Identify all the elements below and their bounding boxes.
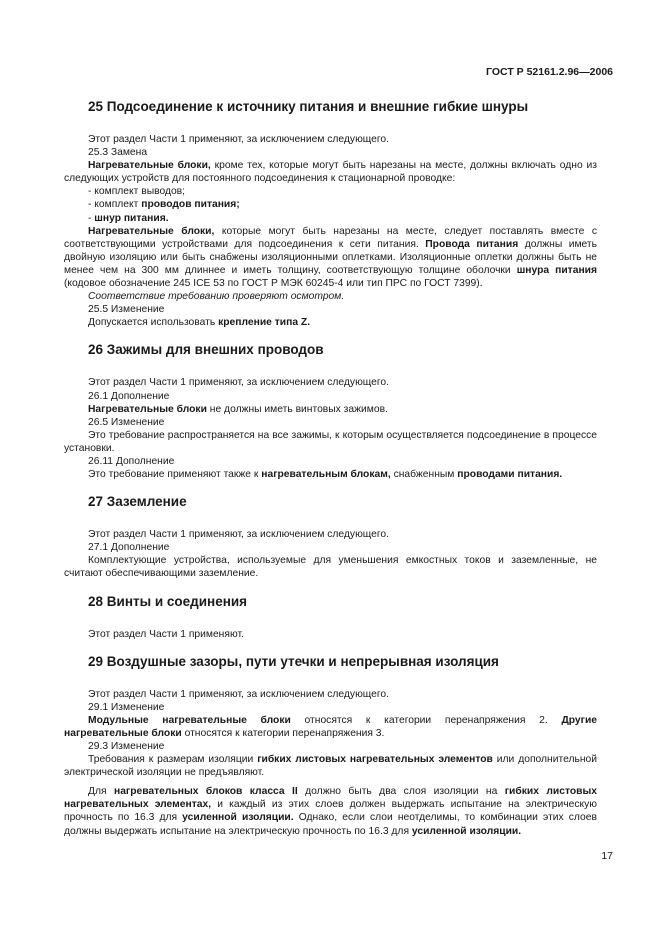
clause-number: 26.1 Дополнение [88, 390, 170, 402]
paragraph: Этот раздел Части 1 применяют, за исключением следующего. [88, 134, 390, 145]
list-item: - комплект проводов питания; [88, 199, 240, 211]
paragraph: Этот раздел Части 1 применяют, за исключением следующего. [88, 377, 390, 389]
clause-number: 25.3 Замена [88, 147, 148, 159]
clause-number: 29.3 Изменение [88, 741, 165, 752]
document-body [64, 86, 597, 838]
section-28-title: 28 Винты и соединения [88, 593, 248, 609]
paragraph: Этот раздел Части 1 применяют, за исключением следующего. [88, 688, 390, 700]
paragraph: Допускается использовать крепление типа Z. [88, 317, 311, 329]
list-item: - шнур питания. [88, 212, 169, 224]
paragraph: Модульные нагревательные блоки относятся к категории перенапряжения 2. Другие нагревательные блоки относятся к категории перенапряжения 3. [64, 714, 597, 739]
paragraph: Комплектующие устройства, используемые для уменьшения емкостных токов и заземленные, не считают обеспечивающими заземление. [64, 555, 597, 580]
section-29-title: 29 Воздушные зазоры, пути утечки и непрерывная изоляция [88, 653, 499, 669]
clause-number: 29.1 Изменение [88, 701, 165, 713]
page-header: ГОСТ Р 52161.2.96—2006 [486, 66, 613, 78]
paragraph: Этот раздел Части 1 применяют. [88, 628, 244, 640]
section-27-title: 27 Заземление [88, 494, 187, 510]
page-number: 17 [601, 850, 613, 862]
section-25-title: 25 Подсоединение к источнику питания и внешние гибкие шнуры [88, 99, 529, 114]
paragraph: Нагревательные блоки, которые могут быть нарезаны на месте, следует поставлять вместе с соответствующими устройствами для подсоединения к сети питания. Провода питания должны иметь двойную изоляцию или быть снабжены изоляционными оплетками. Изоляционные оплетки должны быть не менее чем на 300 мм длиннее и иметь толщину, соответствующую толщине оболочки шнура питания (кодовое обозначение 245 ICE 53 по ГОСТ Р МЭК 60245-4 или тип ПРС по ГОСТ 7399). [64, 225, 597, 290]
clause-number: 25.5 Изменение [88, 304, 165, 316]
paragraph: Это требование применяют также к нагревательным блокам, снабженным проводами питания. [88, 469, 563, 481]
paragraph: Это требование распространяется на все зажимы, к которым осуществляется подсоединение в процессе установки. [64, 429, 597, 454]
paragraph: Этот раздел Части 1 применяют, за исключением следующего. [88, 529, 390, 541]
clause-number: 26.5 Изменение [88, 416, 165, 428]
paragraph: Требования к размерам изоляции гибких листовых нагревательных элементов или дополнительной электрической изоляции не предъявляют. [64, 754, 598, 779]
paragraph: Нагревательные блоки, кроме тех, которые могут быть нарезаны на месте, должны включать одно из следующих устройств для постоянного подсоединения к стационарной проводке: [64, 160, 598, 185]
clause-number: 26.11 Дополнение [88, 455, 175, 467]
section-26-title: 26 Зажимы для внешних проводов [88, 342, 324, 358]
compliance-note: Соответствие требованию проверяют осмотром. [88, 291, 345, 303]
paragraph: Нагревательные блоки не должны иметь винтовых зажимов. [88, 403, 388, 415]
clause-number: 27.1 Дополнение [88, 542, 170, 554]
paragraph: Для нагревательных блоков класса II должно быть два слоя изоляции на гибких листовых нагревательных элементах, и каждый из этих слоев должен выдержать испытание на электрическую прочность по 16.3 для усиленной изоляции. Однако, если слои неотделимы, то комбинации этих слоев должны выдержать испытание на электрическую прочность по 16.3 для усиленной изоляции. [64, 786, 598, 837]
list-item: - комплект выводов; [88, 186, 186, 198]
